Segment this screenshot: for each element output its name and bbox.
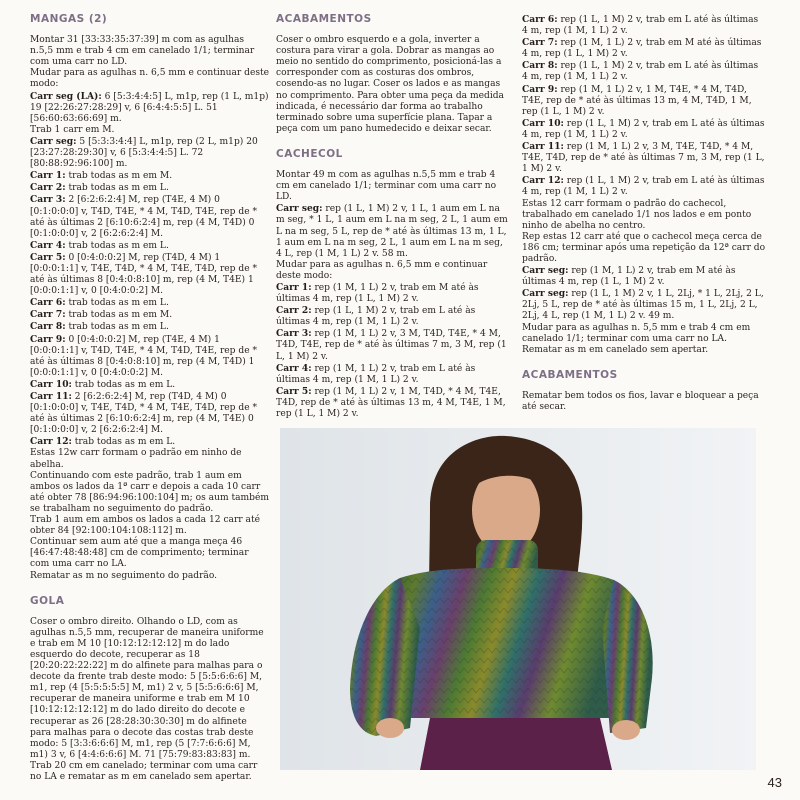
row-text: rep (1 L, 1 M) 2 v, trab em L até às últimas 4 m, rep (1 M, 1 L) 2 v. <box>522 176 765 198</box>
instruction-row <box>30 321 270 333</box>
row-text: 6 [5:3:4:4:5] L, m1p, rep (1 L, m1p) 19 [22:26:27:28:29] v, 6 [6:4:4:5:5] L. 51 [56:60:63:66:69] m. <box>30 91 269 124</box>
row-text: 0 [0:4:0:0:2] M, rep (T4D, 4 M) 1 [0:0:0:1:1] v, T4E, T4D, * 4 M, T4E, T4D, rep de * até às últimas 8 [0:4:0:8:10] m, rep (4 M, T4E) 1 [0:0:0:1:1] v, 0 [0:4:0:0:2] M. <box>30 252 258 297</box>
row-text: trab todas as m em L. <box>65 240 169 251</box>
section-title-acabamentos-2: ACABAMENTOS <box>522 368 618 381</box>
mangas-intro <box>30 35 270 90</box>
row-label: Carr 1: <box>30 170 66 182</box>
row-text: Rematar as m no seguimento do padrão. <box>30 570 218 581</box>
row-text: trab todas as m em L. <box>71 379 176 390</box>
row-label: Carr 9: <box>30 333 66 345</box>
model-photo <box>280 428 756 770</box>
row-label: Carr 6: <box>30 297 66 309</box>
paragraph: Rematar bem todos os fios, lavar e bloquear a peça até secar. <box>522 390 759 412</box>
instruction-row <box>276 328 508 362</box>
paragraph: Coser o ombro direito. Olhando o LD, com as agulhas n.5,5 mm, recuperar de maneira uniforme e trab em M 10 [10:12:12:12:12] m do lado esquerdo do decote, recuperar as 18 [20:20:22:22:22] m do alfinete para malhas para o decote da frente trab deste modo: 5 [5:5:6:6:6] M, m1, rep (4 [5:5:5:5:5] M, m1) 2 v, 5 [5:5:6:6:6] M, recuperar de maneira uniforme e trab em M 10 [10:12:12:12:12] m do lado direito do decote e recuperar as 26 [28:28:30:30:30] m do alfinete para malhas para o decote das costas trab deste modo: 5 [3:3:6:6:6] M, m1, rep (5 [7:7:6:6:6] M, m1) 3 v, 6 [4:4:6:6:6] M. 71 [75:79:83:83:83] m. <box>30 616 264 760</box>
row-text: 2 [6:2:6:2:4] M, rep (T4D, 4 M) 0 [0:1:0:0:0] v, T4E, T4D, * 4 M, T4E, T4D, rep de * até às últimas 2 [6:10:6:2:4] m, rep (4 M, T4E) 0 [0:1:0:0:0] v, 2 [6:2:6:2:4] M. <box>30 392 258 436</box>
instruction-row <box>30 436 270 448</box>
row-text: trab todas as m em L. <box>65 298 169 309</box>
instruction-row <box>522 199 766 232</box>
instruction-row <box>30 136 270 170</box>
row-text: rep (1 M, 1 L) 2 v, 3 M, T4E, T4D, * 4 M, T4E, T4D, rep de * até às últimas 7 m, 3 M, rep (1 L, 1 M) 2 v. <box>522 142 765 175</box>
row-label: Carr 4: <box>276 362 312 374</box>
row-label: Carr 4: <box>30 239 66 251</box>
paragraph: Montar 49 m com as agulhas n.5,5 mm e trab 4 cm em canelado 1/1; terminar com uma carr no LD. <box>276 170 497 203</box>
row-label: Carr seg: <box>276 203 323 215</box>
row-text: trab todas as m em M. <box>65 310 173 321</box>
instruction-row <box>522 60 766 83</box>
instruction-row <box>30 391 270 436</box>
instruction-row <box>30 252 270 297</box>
row-label: Carr 10: <box>30 378 72 390</box>
row-text: rep (1 M, 1 L) 2 v, 3 M, T4D, T4E, * 4 M, T4D, T4E, rep de * até às últimas 7 m, 3 M, rep (1 L, 1 M) 2 v. <box>276 329 507 362</box>
row-label: Carr 12: <box>30 436 72 448</box>
instruction-row <box>522 232 766 265</box>
row-text: rep (1 L, 1 M) 2 v, trab em L até às últimas 4 m, rep (1 M, 1 L) 2 v. <box>522 61 759 83</box>
instruction-row <box>30 515 270 537</box>
row-text: Continuando com este padrão, trab 1 aum em ambos os lados da 1ª carr e depois a cada 10 carr até obter 78 [86:94:96:100:104] m; os aum também se trabalham no seguimento do padrão. <box>30 470 269 514</box>
row-label: Carr 2: <box>30 182 66 194</box>
model-photo-illustration <box>280 428 756 770</box>
instruction-row <box>30 471 270 515</box>
row-label: Carr 2: <box>276 305 312 317</box>
row-label: Carr 8: <box>30 321 66 333</box>
instruction-row <box>522 118 766 141</box>
instruction-row <box>30 297 270 309</box>
instruction-row <box>522 288 766 322</box>
instruction-row <box>276 203 508 259</box>
instruction-row <box>522 84 766 118</box>
row-label: Carr 10: <box>522 117 564 129</box>
row-text: Estas 12w carr formam o padrão em ninho de abelha. <box>30 448 242 470</box>
instruction-row <box>522 14 766 37</box>
section-title-gola: GOLA <box>30 594 65 607</box>
instruction-row <box>522 323 766 345</box>
cachecol-instructions <box>276 203 508 259</box>
instruction-row <box>522 175 766 198</box>
row-text: 5 [5:3:3:4:4] L, m1p, rep (2 L, m1p) 20 [23:27:28:29:30] v, 6 [5:3:4:4:5] L. 72 [80:88:92:96:100] m. <box>30 136 258 170</box>
instruction-row <box>30 182 270 194</box>
row-text: trab todas as m em L. <box>71 437 176 448</box>
section-title-cachecol: CACHECOL <box>276 147 343 160</box>
row-label: Carr seg (LA): <box>30 90 102 102</box>
row-text: rep (1 L, 1 M) 2 v, trab em L até às últimas 4 m, rep (1 M, 1 L) 2 v. <box>522 118 765 140</box>
instruction-row <box>30 309 270 321</box>
paragraph: Mudar para as agulhas n. 6,5 mm e continuar deste modo: <box>30 68 270 90</box>
row-text: trab todas as m em L. <box>65 322 169 333</box>
instruction-row <box>30 194 270 239</box>
instruction-row <box>30 334 270 379</box>
row-label: Carr seg: <box>522 288 569 300</box>
row-label: Carr seg: <box>522 265 569 277</box>
column-right <box>522 14 766 413</box>
row-text: rep (1 M, 1 L) 2 v, trab em M até às últimas 4 m, rep (1 L, 1 M) 2 v. <box>276 282 479 305</box>
instruction-row <box>276 305 508 328</box>
section-title-acabamentos: ACABAMENTOS <box>276 13 372 25</box>
row-text: rep (1 M, 1 L) 2 v, trab em M até às últimas 4 m, rep (1 L, 1 M) 2 v. <box>522 38 762 60</box>
instruction-row <box>30 379 270 391</box>
row-text: rep (1 M, 1 L) 2 v, trab em L até às últimas 4 m, rep (1 M, 1 L) 2 v. <box>276 363 476 385</box>
row-label: Carr 9: <box>522 83 558 95</box>
row-label: Carr 6: <box>522 14 558 25</box>
paragraph: Montar 31 [33:33:35:37:39] m com as agulhas n.5,5 mm e trab 4 cm em canelado 1/1; terminar com uma carr no LD. <box>30 35 255 68</box>
instruction-row <box>276 386 508 420</box>
instruction-row <box>30 170 270 182</box>
instruction-row <box>276 282 508 305</box>
row-label: Carr 5: <box>30 251 66 263</box>
page-number: 43 <box>767 775 782 790</box>
row-label: Carr 12: <box>522 175 564 187</box>
paragraph: Trab 20 cm em canelado; terminar com uma carr no LA e rematar as m em canelado sem apertar. <box>30 760 258 782</box>
instruction-row <box>276 363 508 386</box>
instruction-row <box>30 125 270 136</box>
row-text: trab todas as m em M. <box>65 171 173 182</box>
instruction-row <box>30 240 270 252</box>
paragraph: Mudar para as agulhas n. 6,5 mm e continuar deste modo: <box>276 259 488 281</box>
column-left <box>30 14 270 783</box>
instruction-row <box>522 345 766 356</box>
row-text: Rematar as m em canelado sem apertar. <box>522 344 709 355</box>
row-label: Carr 5: <box>276 385 312 397</box>
row-text: rep (1 M, 1 L) 2 v, 1 M, T4E, * 4 M, T4D, T4E, rep de * até às últimas 13 m, 4 M, T4D, 1 M, rep (1 L, 1 M) 2 v. <box>522 84 752 117</box>
row-text: Mudar para as agulhas n. 5,5 mm e trab 4 cm em canelado 1/1; terminar com uma carr no LA. <box>522 322 751 344</box>
row-text: rep (1 L, 1 M) 2 v, 1 L, 2Lj, * 1 L, 2Lj, 2 L, 2Lj, 5 L, rep de * até às últimas 15 m, 1 L, 2Lj, 2 L, 2Lj, 4 L, rep (1 M, 1 L) 2 v. 49 m. <box>522 289 764 322</box>
row-label: Carr 3: <box>276 328 312 340</box>
instruction-row <box>30 448 270 470</box>
instruction-row <box>522 37 766 60</box>
instruction-row <box>30 571 270 582</box>
row-text: rep (1 L, 1 M) 2 v, 1 L, 1 aum em L na m seg, * 1 L, 1 aum em L na m seg, 2 L, 1 aum em L na m seg, 5 L, rep de * até às últimas 13 m, 1 L, 1 aum em L na m seg, 2 L, 1 aum em L na m seg, 4 L, rep (1 M, 1 L) 2 v. 58 m. <box>276 204 508 259</box>
row-text: rep (1 M, 1 L) 2 v, trab em M até às últimas 4 m, rep (1 L, 1 M) 2 v. <box>522 266 736 288</box>
row-text: Rep estas 12 carr até que o cachecol meça cerca de 186 cm; terminar após uma repetição da 12ª carr do padrão. <box>522 231 766 264</box>
row-text: rep (1 L, 1 M) 2 v, trab em L até às últimas 4 m, rep (1 M, 1 L) 2 v. <box>522 15 759 37</box>
instruction-row <box>30 91 270 125</box>
instruction-row <box>522 141 766 175</box>
instruction-row <box>30 537 270 570</box>
column-middle <box>276 14 508 420</box>
row-text: Continuar sem aum até que a manga meça 46 [46:47:48:48:48] cm de comprimento; terminar com uma carr no LA. <box>30 537 249 570</box>
cachecol-instructions <box>276 282 508 420</box>
row-label: Carr seg: <box>30 135 77 147</box>
paragraph: Coser o ombro esquerdo e a gola, inverter a costura para virar a gola. Dobrar as mangas ao meio no sentido do comprimento, posicioná-las a corresponder com as costuras dos ombros, cosendo-as no lugar. Coser os lados e as mangas no comprimento. Para obter uma peça da medida indicada, é necessário dar forma ao trabalho terminado sobre uma superfície plana. Tapar a peça com um pano humedecido e deixar secar. <box>276 35 504 134</box>
row-label: Carr 3: <box>30 194 66 206</box>
mangas-instructions <box>30 91 270 582</box>
row-text: rep (1 L, 1 M) 2 v, trab em L até às últimas 4 m, rep (1 M, 1 L) 2 v. <box>276 306 476 328</box>
row-text: 0 [0:4:0:0:2] M, rep (T4E, 4 M) 1 [0:0:0:1:1] v, T4D, T4E, * 4 M, T4D, T4E, rep de * até às últimas 8 [0:4:0:8:10] m, rep (4 M, T4D) 1 [0:0:0:1:1] v, 0 [0:4:0:0:2] M. <box>30 334 258 378</box>
row-label: Carr 1: <box>276 281 312 293</box>
row-text: Trab 1 aum em ambos os lados a cada 12 carr até obter 84 [92:100:104:108:112] m. <box>30 515 261 537</box>
row-label: Carr 7: <box>522 37 558 49</box>
row-text: Estas 12 carr formam o padrão do cachecol, trabalhado em canelado 1/1 nos lados e em ponto ninho de abelha no centro. <box>522 198 752 231</box>
section-title-mangas: MANGAS (2) <box>30 13 108 25</box>
row-label: Carr 8: <box>522 60 558 72</box>
row-text: trab todas as m em L. <box>65 183 169 194</box>
row-text: 2 [6:2:6:2:4] M, rep (T4E, 4 M) 0 [0:1:0:0:0] v, T4D, T4E, * 4 M, T4D, T4E, rep de * até às últimas 2 [6:10:6:2:4] m, rep (4 M, T4D) 0 [0:1:0:0:0] v, 2 [6:2:6:2:4] M. <box>30 195 258 239</box>
row-text: rep (1 M, 1 L) 2 v, 1 M, T4D, * 4 M, T4E, T4D, rep de * até às últimas 13 m, 4 M, T4E, 1 M, rep (1 L, 1 M) 2 v. <box>276 386 506 419</box>
row-label: Carr 7: <box>30 309 66 321</box>
row-label: Carr 11: <box>522 141 564 153</box>
row-text: Trab 1 carr em M. <box>30 124 115 135</box>
instruction-row <box>522 265 766 288</box>
row-label: Carr 11: <box>30 391 72 402</box>
cachecol-instructions-continued <box>522 14 766 356</box>
